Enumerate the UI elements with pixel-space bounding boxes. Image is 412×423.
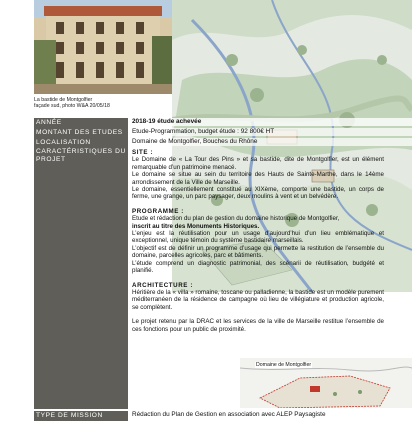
- programme-paragraph: Etude et rédaction du plan de gestion du domaine historique de Montgolfier,: [132, 215, 340, 223]
- architecture-heading: ARCHITECTURE :: [132, 281, 193, 289]
- window: [136, 22, 144, 34]
- row-localisation: [34, 138, 412, 147]
- window: [136, 42, 144, 54]
- project-description: [132, 149, 384, 333]
- label-caracteristiques: CARACTÉRISTIQUES DU PROJET: [34, 147, 128, 409]
- plan-title: Domaine de Montgolfier: [256, 362, 312, 368]
- programme-paragraph: L’étude comprend un diagnostic patrimonial, des scénarii de réutilisation, budgété et planifié.: [132, 259, 384, 275]
- programme-paragraph: L’enjeu est la réutilisation pour un usage d’aujourd’hui d’un lieu emblématique et exceptionnel, unique témoin du système bastidaire marseillais.: [132, 230, 384, 245]
- row-annee: [34, 118, 412, 127]
- site-paragraph: Le domaine, essentiellement constitué au XIXème, comporte une bastide, un corps de ferme, une grange, un parc paysager, deux moulins à vent et un belvédère.: [132, 186, 384, 201]
- label-type-mission: TYPE DE MISSION: [34, 411, 128, 421]
- window: [76, 42, 84, 54]
- caption-line: façade sud, photo W&A 20/05/18: [34, 103, 110, 110]
- window: [56, 42, 64, 54]
- architecture-paragraph: Héritière de la « villa » romaine, toscane ou palladienne, la bastide est un modèle purement méditerranéen de la résidence de campagne où lieu de villégiature et production agricole, se complètent.: [132, 288, 384, 311]
- label-montant: MONTANT DES ETUDES: [34, 128, 128, 138]
- programme-paragraph: L’objectif est de définir un programme d’usage qui permette la restitution de l’ensemble du domaine, parcelles agricoles, parc et bâtiments.: [132, 244, 384, 260]
- programme-heading: PROGRAMME :: [132, 207, 184, 215]
- value-montant: Etude-Programmation, budget étude : 92 800€ HT: [132, 128, 412, 136]
- window: [116, 42, 124, 54]
- window: [136, 62, 144, 78]
- photo-caption: [34, 97, 174, 110]
- window: [116, 62, 124, 78]
- window: [56, 22, 64, 34]
- label-annee: ANNÉE: [34, 118, 128, 128]
- site-paragraph: Le Domaine de « La Tour des Pins » et sa bastide, dite de Montgolfier, est un élément remarquable d’un patrimoine menacé.: [132, 156, 384, 171]
- window: [56, 62, 64, 78]
- roof: [44, 6, 162, 16]
- row-montant: [34, 128, 412, 137]
- programme-paragraph-bold: inscrit au titre des Monuments Historiques.: [132, 222, 260, 230]
- window: [76, 62, 84, 78]
- door: [96, 62, 104, 78]
- window: [76, 22, 84, 34]
- label-localisation: LOCALISATION: [34, 138, 128, 148]
- value-localisation: Domaine de Montgolfier, Bouches du Rhône: [132, 138, 412, 146]
- window: [116, 22, 124, 34]
- row-type-mission: [34, 411, 412, 421]
- site-heading: SITE :: [132, 149, 154, 156]
- architecture-paragraph: Le projet retenu par la DRAC et les services de la ville de Marseille restitue l’ensemble de ces fonctions pour un public de proximité.: [132, 318, 384, 333]
- caption-line: La bastide de Montgolfier: [34, 97, 93, 103]
- ground: [34, 84, 172, 94]
- site-paragraph: Le domaine se situe au sein du territoire des Hauts de Sainte-Marthe, dans le 14ème arrondissement de la Ville de Marseille.: [132, 171, 384, 186]
- bastide-photo: [34, 0, 172, 94]
- value-annee: 2018-19 étude achevée: [132, 118, 412, 126]
- window: [96, 22, 104, 34]
- window: [96, 42, 104, 54]
- value-type-mission: Rédaction du Plan de Gestion en association avec ALEP Paysagiste: [132, 411, 326, 418]
